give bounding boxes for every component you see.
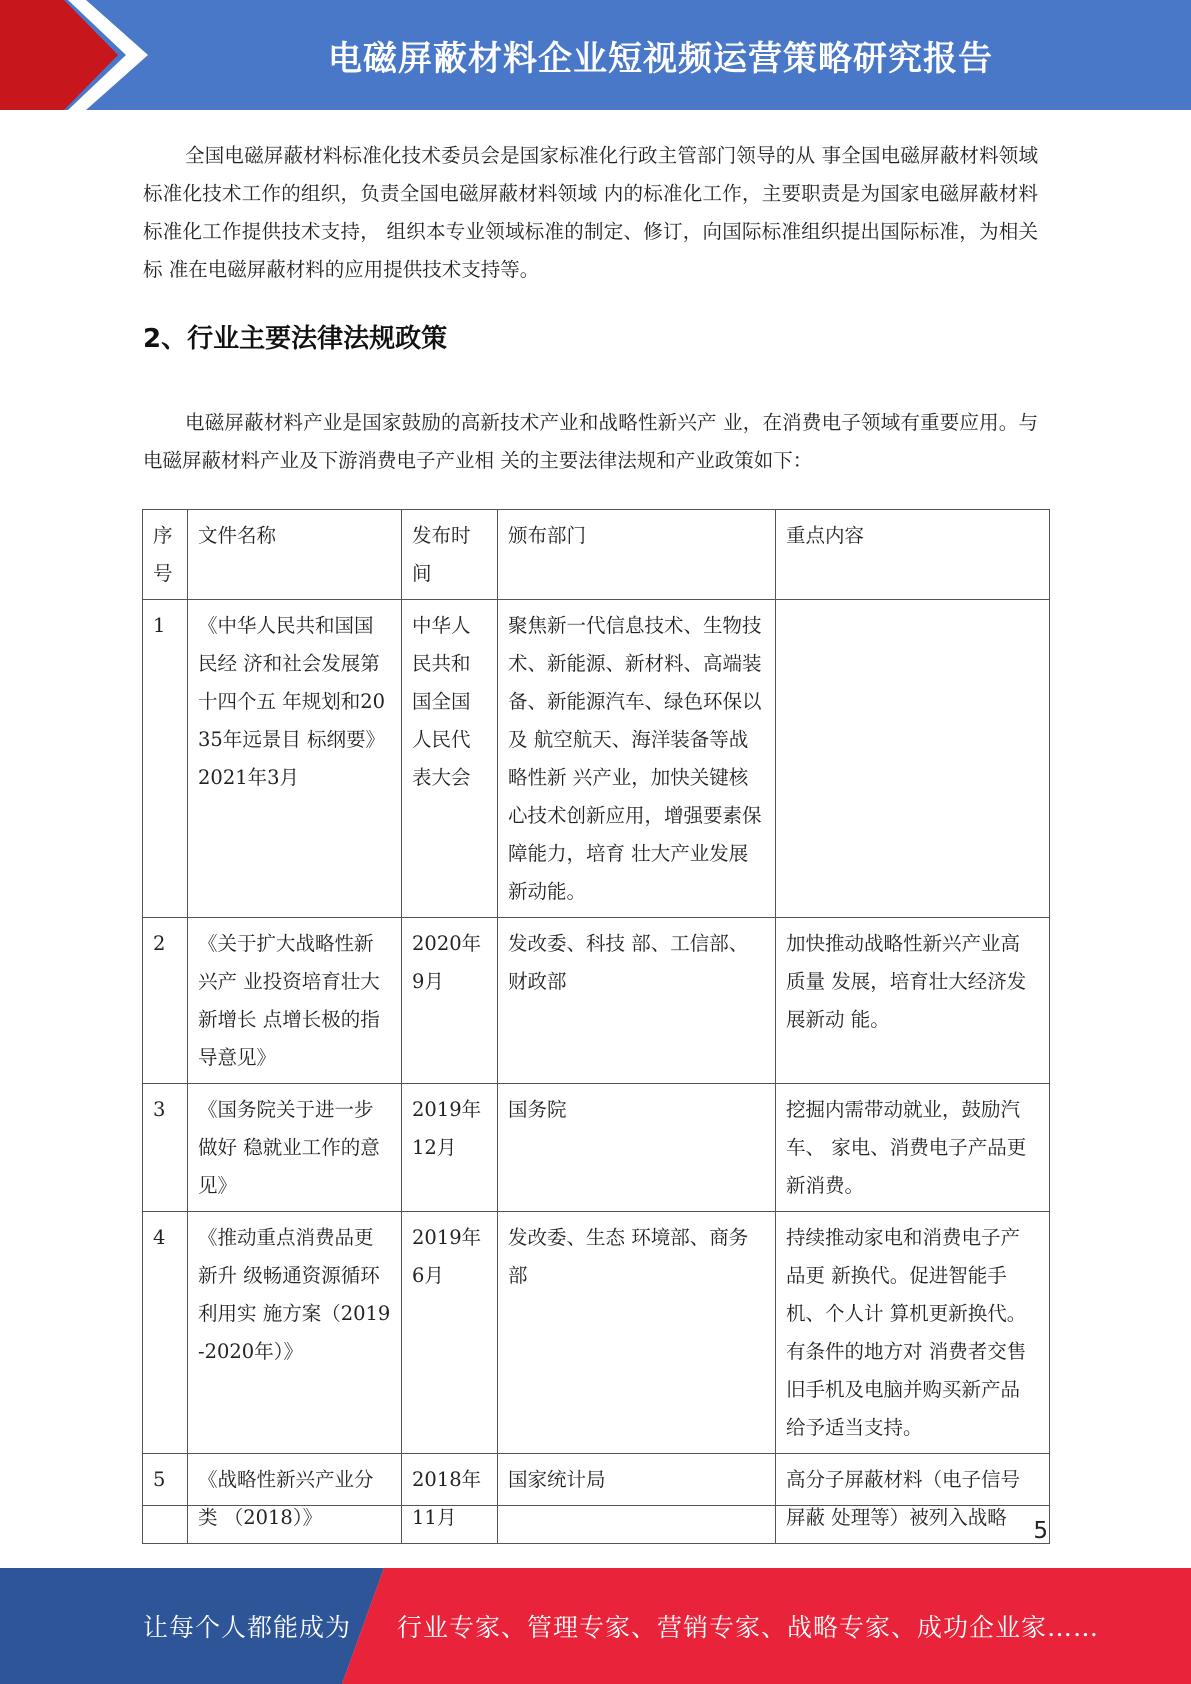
page-number: 5 bbox=[1033, 1518, 1048, 1544]
header-cell-index: 序号 bbox=[143, 510, 188, 600]
header-cell-date: 发布时间 bbox=[402, 510, 498, 600]
row-index: 4 bbox=[143, 1212, 188, 1454]
intro-paragraph: 全国电磁屏蔽材料标准化技术委员会是国家标准化行政主管部门领导的从 事全国电磁屏蔽材料领域标准化技术工作的组织，负责全国电磁屏蔽材料领域 内的标准化工作，主要职责是为国家电磁屏蔽材料标准化工作提供技术支持， 组织本专业领域标准的制定、修订，向国际标准组织提出国际标准，为相关标 准在电磁屏蔽材料的应用提供技术支持等。 bbox=[143, 144, 1038, 281]
row-index: 3 bbox=[143, 1084, 188, 1212]
table-row bbox=[143, 1212, 1050, 1454]
row-department: 国务院 bbox=[498, 1084, 776, 1212]
header-cell-content: 重点内容 bbox=[776, 510, 1050, 600]
row-document: 《推动重点消费品更新升 级畅通资源循环利用实 施方案（2019-2020年）》 bbox=[188, 1212, 402, 1454]
row-date: 2019年6月 bbox=[402, 1212, 498, 1454]
page-footer bbox=[0, 1568, 1191, 1684]
row-content: 加快推动战略性新兴产业高质量 发展，培育壮大经济发展新动 能。 bbox=[776, 918, 1050, 1084]
row-document: 《国务院关于进一步做好 稳就业工作的意见》 bbox=[188, 1084, 402, 1212]
row-date: 中华人民共和国全国人民代表大会 bbox=[402, 600, 498, 918]
header-cell-document: 文件名称 bbox=[188, 510, 402, 600]
header-cell-department: 颁布部门 bbox=[498, 510, 776, 600]
table-row bbox=[143, 1454, 1050, 1544]
table-row bbox=[143, 918, 1050, 1084]
row-date: 2020年9月 bbox=[402, 918, 498, 1084]
row-date: 2018年11月 bbox=[402, 1454, 498, 1544]
row-index: 1 bbox=[143, 600, 188, 918]
row-date: 2019年12月 bbox=[402, 1084, 498, 1212]
page-header bbox=[0, 0, 1191, 110]
row-content bbox=[776, 600, 1050, 918]
row-content: 高分子屏蔽材料（电子信号屏蔽 处理等）被列入战略 bbox=[776, 1454, 1050, 1544]
row-department: 聚焦新一代信息技术、生物技 术、新能源、新材料、高端装 备、新能源汽车、绿色环保以及 航空航天、海洋装备等战略性新 兴产业，加快关键核心技术创新应用，增强要素保障能力，培育 壮大产业发展新动能。 bbox=[498, 600, 776, 918]
section-heading: 2、行业主要法律法规政策 bbox=[143, 324, 448, 354]
policy-table-container bbox=[142, 509, 1049, 1529]
table-row bbox=[143, 1084, 1050, 1212]
policy-intro-paragraph: 电磁屏蔽材料产业是国家鼓励的高新技术产业和战略性新兴产 业，在消费电子领域有重要应用。与电磁屏蔽材料产业及下游消费电子产业相 关的主要法律法规和产业政策如下： bbox=[143, 411, 1038, 472]
row-index: 5 bbox=[143, 1454, 188, 1544]
row-document: 《中华人民共和国国民经 济和社会发展第十四个五 年规划和2035年远景目 标纲要》2021年3月 bbox=[188, 600, 402, 918]
row-document: 《战略性新兴产业分类 （2018）》 bbox=[188, 1454, 402, 1544]
table-row bbox=[143, 600, 1050, 918]
row-content: 挖掘内需带动就业，鼓励汽车、 家电、消费电子产品更新消费。 bbox=[776, 1084, 1050, 1212]
row-content: 持续推动家电和消费电子产品更 新换代。促进智能手机、个人计 算机更新换代。有条件的地方对 消费者交售旧手机及电脑并购买新产品给予适当支持。 bbox=[776, 1212, 1050, 1454]
policy-table bbox=[142, 509, 1050, 1544]
row-department: 国家统计局 bbox=[498, 1454, 776, 1544]
row-index: 2 bbox=[143, 918, 188, 1084]
row-department: 发改委、科技 部、工信部、 财政部 bbox=[498, 918, 776, 1084]
footer-slogan-left: 让每个人都能成为 bbox=[143, 1613, 352, 1642]
footer-slogan-right: 行业专家、管理专家、营销专家、战略专家、成功企业家…… bbox=[397, 1613, 1100, 1642]
row-department: 发改委、生态 环境部、商务 部 bbox=[498, 1212, 776, 1454]
table-header-row bbox=[143, 510, 1050, 600]
row-document: 《关于扩大战略性新兴产 业投资培育壮大新增长 点增长极的指导意见》 bbox=[188, 918, 402, 1084]
report-title: 电磁屏蔽材料企业短视频运营策略研究报告 bbox=[328, 38, 993, 79]
